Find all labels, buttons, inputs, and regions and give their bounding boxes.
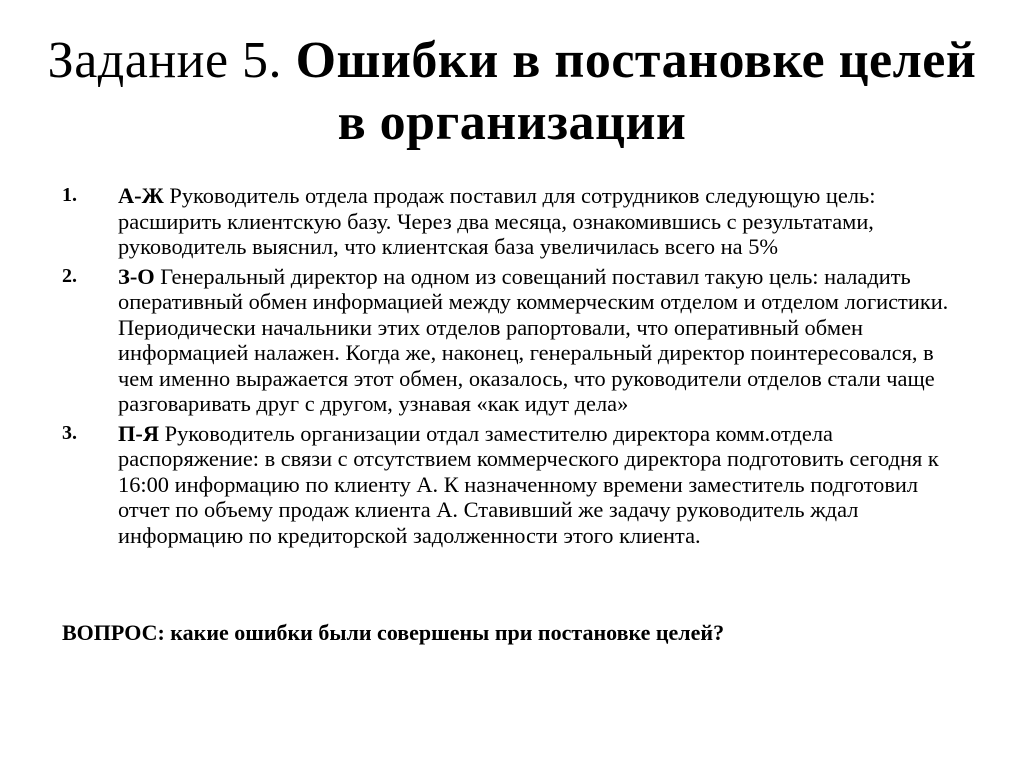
task-item-3 xyxy=(62,421,972,549)
item-code: А-Ж xyxy=(118,183,170,208)
task-list xyxy=(62,183,972,552)
item-code: П-Я xyxy=(118,420,165,446)
item-text: Генеральный директор на одном из совещаний поставил такую цель: наладить оперативный обмен информацией между коммерческим отделом и отделом логистики. Периодически начальники этих отделов рапортовали, что оперативный обмен информацией налажен. Когда же, наконец, генеральный директор поинтересовался, в чем именно выражается этот обмен, оказалось, что руководители отделов стали чаще разговаривать друг с другом, узнавая «как идут дела» xyxy=(118,263,949,416)
item-number: 1. xyxy=(62,184,77,206)
item-text: Руководитель организации отдал заместителю директора комм.отдела распоряжение: в связи с отсутствием коммерческого директора подготовить сегодня к 16:00 информацию по клиенту А. К назначенному времени заместитель подготовил отчет по объему продаж клиента А. Ставивший же задачу руководитель ждал информацию по кредиторской задолженности этого клиента. xyxy=(118,420,939,548)
question-text: ВОПРОС: какие ошибки были совершены при постановке целей? xyxy=(62,620,725,645)
title-main: Ошибки в постановке целей в организации xyxy=(295,32,977,151)
task-item-1 xyxy=(62,183,972,260)
item-text: Руководитель отдела продаж поставил для сотрудников следующую цель: расширить клиентскую базу. Через два месяца, ознакомившись с результатами, руководитель выяснил, что клиентская база увеличилась всего на 5% xyxy=(118,183,876,259)
task-item-2 xyxy=(62,264,972,417)
slide-title xyxy=(40,30,984,154)
item-code: З-О xyxy=(118,263,161,289)
item-number: 3. xyxy=(62,421,77,444)
item-number: 2. xyxy=(62,264,77,287)
title-prefix: Задание 5. xyxy=(47,32,283,89)
